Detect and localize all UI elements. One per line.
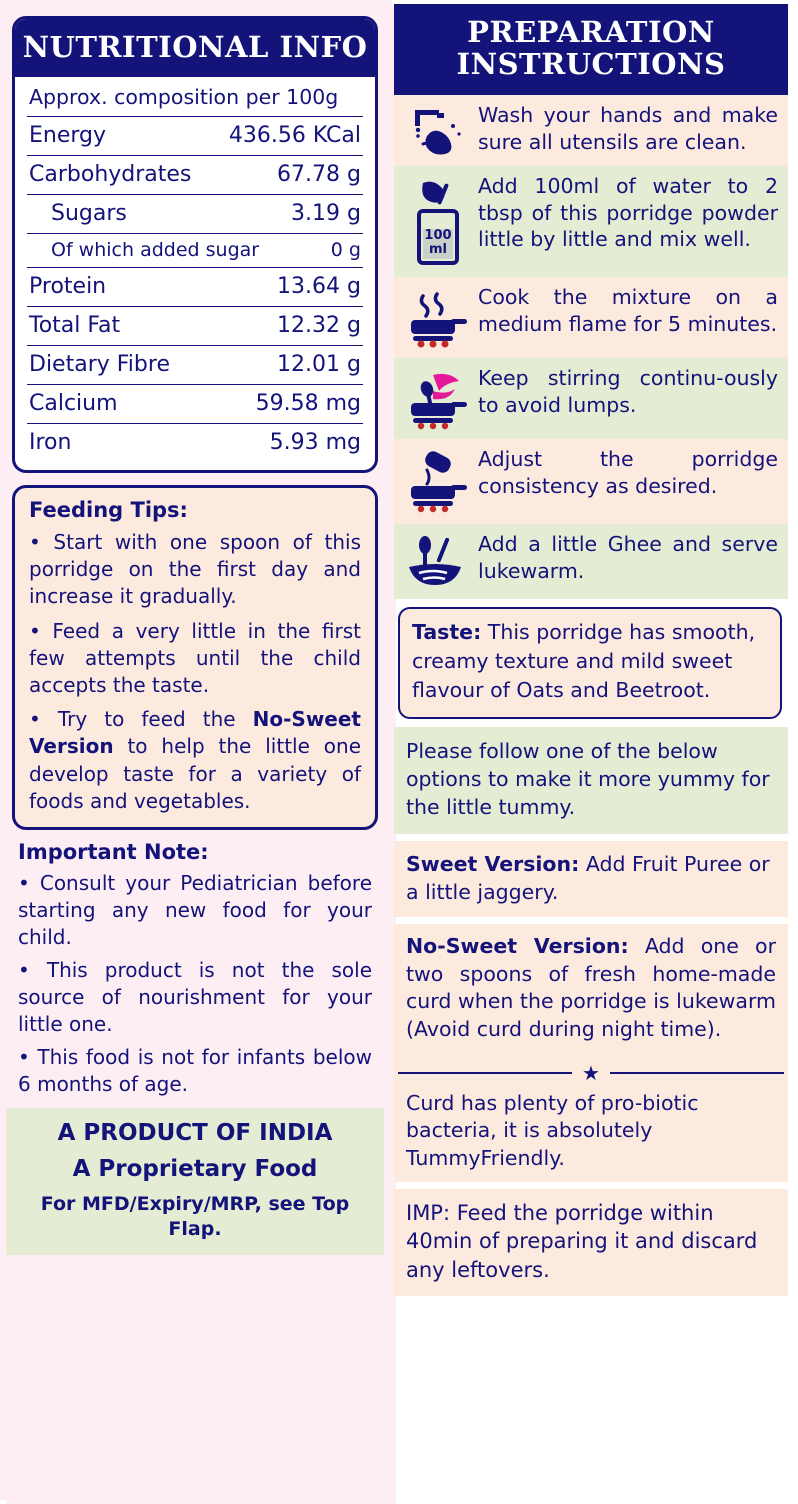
step-text: Add 100ml of water to 2 tbsp of this porridge powder little by little and mix well. <box>478 173 778 252</box>
list-item <box>394 524 788 599</box>
list-item <box>394 95 788 166</box>
product-origin-text: A PRODUCT OF INDIA <box>57 1119 333 1146</box>
no-sweet-version-text: Add one or two spoons of fresh home-made curd when the porridge is lukewarm (Avoid curd during night time). <box>406 933 776 1042</box>
taste-text <box>412 618 768 705</box>
taste-label: Taste: <box>412 619 482 644</box>
nutrient-label: Protein <box>29 274 107 299</box>
nutrient-label: Of which added sugar <box>51 239 260 261</box>
nutrient-label: Dietary Fibre <box>29 352 170 377</box>
no-sweet-version-panel <box>394 924 788 1055</box>
taste-panel <box>398 607 782 719</box>
proprietary-food-text: A Proprietary Food <box>72 1155 318 1182</box>
options-intro-text: Please follow one of the below options to make it more yummy for the little tummy. <box>406 739 770 820</box>
pouring-water-icon <box>400 446 478 516</box>
svg-text:100: 100 <box>424 227 452 243</box>
feeding-tip-text-a: • Try to feed the <box>29 707 253 732</box>
sweet-version-label: Sweet Version: <box>406 851 580 876</box>
table-row <box>27 117 363 156</box>
feeding-tips-panel <box>12 485 378 830</box>
table-row <box>27 195 363 234</box>
table-row <box>27 346 363 385</box>
table-row <box>27 156 363 195</box>
nutrient-value: 5.93 mg <box>269 430 361 455</box>
step-text: Keep stirring continu-ously to avoid lumps. <box>478 365 778 417</box>
table-row <box>27 234 363 268</box>
section-divider <box>398 1061 784 1086</box>
no-sweet-version-label: No-Sweet Version: <box>406 933 629 958</box>
nutrient-label: Iron <box>29 430 72 455</box>
nutrient-value: 3.19 g <box>291 201 361 226</box>
sweet-version-panel <box>394 841 788 917</box>
sweet-version-text: Add Fruit Puree or a little jaggery. <box>406 851 770 904</box>
list-item <box>394 166 788 277</box>
feeding-tips-heading: Feeding Tips: <box>29 498 188 522</box>
handwash-icon <box>400 102 478 158</box>
nutrient-label: Calcium <box>29 391 118 416</box>
step-text: Adjust the porridge consistency as desired. <box>478 446 778 498</box>
nutrient-value: 0 g <box>330 239 361 261</box>
nutrient-value: 436.56 KCal <box>228 123 361 148</box>
nutrition-panel <box>12 16 378 473</box>
curd-section <box>394 1054 788 1182</box>
nutrient-label: Sugars <box>51 201 127 226</box>
no-sweet-version-emphasis: No-Sweet Version <box>29 707 361 759</box>
list-item <box>394 358 788 439</box>
list-item <box>394 277 788 358</box>
important-note-heading: Important Note: <box>18 839 209 864</box>
nutrient-value: 12.32 g <box>277 313 361 338</box>
cooking-pot-icon <box>400 284 478 350</box>
table-row <box>27 307 363 346</box>
nutrient-label: Carbohydrates <box>29 162 192 187</box>
feeding-tip-text-b: to help the little one develop taste for a variety of foods and vegetables. <box>29 734 361 813</box>
product-of-india-panel <box>6 1108 384 1255</box>
svg-text:ml: ml <box>428 241 448 257</box>
feeding-tip-item <box>29 706 361 815</box>
step-text: Add a little Ghee and serve lukewarm. <box>478 531 778 583</box>
mfd-expiry-text: For MFD/Expiry/MRP, see Top Flap. <box>40 1192 350 1240</box>
measuring-glass-icon <box>400 173 478 269</box>
stirring-spoon-icon <box>400 365 478 431</box>
table-row <box>27 385 363 424</box>
nutrient-value: 12.01 g <box>277 352 361 377</box>
feeding-tip-item: • Start with one spoon of this porridge on the first day and increase it gradually. <box>29 530 361 609</box>
important-note-item: • This product is not the sole source of nourishment for your little one. <box>18 957 372 1036</box>
bowl-spoon-icon <box>400 531 478 591</box>
table-row <box>27 268 363 307</box>
important-note-item: • This food is not for infants below 6 months of age. <box>18 1044 372 1096</box>
taste-description: This porridge has smooth, creamy texture and mild sweet flavour of Oats and Beetroot. <box>412 619 756 703</box>
options-intro-panel <box>394 727 788 833</box>
nutrition-column <box>6 4 384 1500</box>
nutrient-label: Total Fat <box>29 313 121 338</box>
curd-text: Curd has plenty of pro-biotic bacteria, it is absolutely TummyFriendly. <box>394 1090 788 1182</box>
nutrient-value: 13.64 g <box>277 274 361 299</box>
star-icon: ★ <box>582 1061 600 1086</box>
important-note-item: • Consult your Pediatrician before starting any new food for your child. <box>18 870 372 949</box>
step-text: Wash your hands and make sure all utensils are clean. <box>478 102 778 154</box>
list-item <box>394 439 788 524</box>
table-row <box>27 424 363 462</box>
imp-text: IMP: Feed the porridge within 40min of preparing it and discard any leftovers. <box>406 1200 758 1282</box>
step-text: Cook the mixture on a medium flame for 5 minutes. <box>478 284 778 336</box>
preparation-title-line2: INSTRUCTIONS <box>456 47 726 82</box>
nutrition-subtitle: Approx. composition per 100g <box>27 81 363 117</box>
nutrient-label: Energy <box>29 123 107 148</box>
important-feeding-window-panel <box>394 1189 788 1296</box>
preparation-steps <box>394 95 788 599</box>
preparation-title-line1: PREPARATION <box>467 15 715 49</box>
preparation-title <box>394 4 788 95</box>
nutrition-title: NUTRITIONAL INFO <box>15 19 375 77</box>
important-note-panel <box>12 840 378 1098</box>
nutrition-table <box>15 77 375 470</box>
preparation-column <box>394 4 788 1500</box>
divider-line-left <box>398 1072 572 1074</box>
feeding-tip-item: • Feed a very little in the first few attempts until the child accepts the taste. <box>29 618 361 697</box>
nutrient-value: 59.58 mg <box>255 391 361 416</box>
divider-line-right <box>610 1072 784 1074</box>
nutrient-value: 67.78 g <box>277 162 361 187</box>
